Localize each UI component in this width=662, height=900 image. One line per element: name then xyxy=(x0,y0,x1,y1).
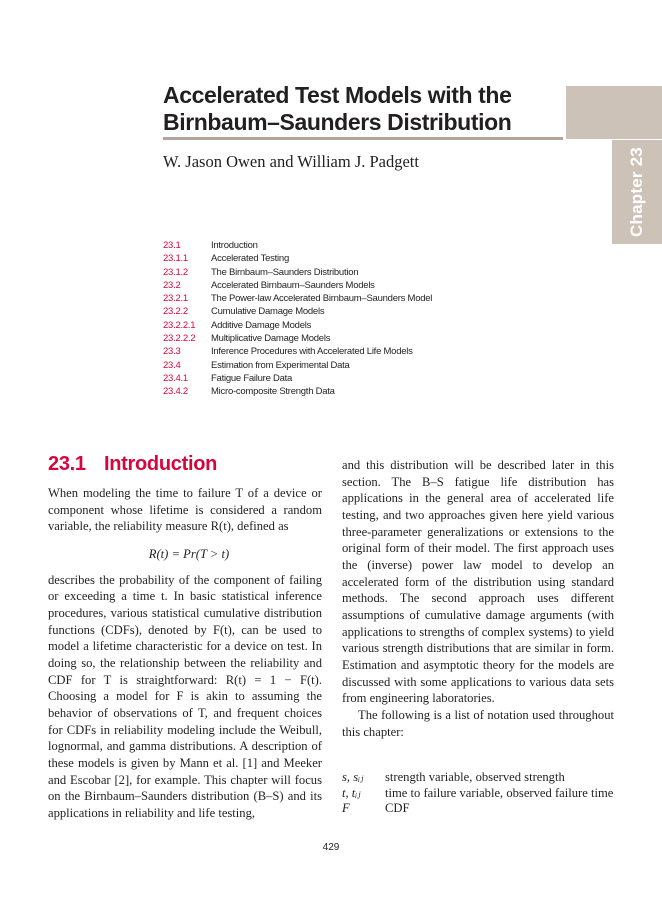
authors: W. Jason Owen and William J. Padgett xyxy=(163,152,419,171)
notation-description: CDF xyxy=(385,801,410,815)
toc-item-number: 23.2.2.1 xyxy=(163,319,196,331)
toc-item-label: The Birnbaum–Saunders Distribution xyxy=(211,266,359,278)
toc-item-number: 23.2.1 xyxy=(163,293,188,305)
toc-item-label: Additive Damage Models xyxy=(211,319,312,331)
section-heading xyxy=(48,453,217,476)
toc-item-label: Accelerated Birnbaum–Saunders Models xyxy=(211,279,375,291)
paragraph-4: The following is a list of notation used throughout this chapter: xyxy=(342,707,614,739)
left-column xyxy=(48,485,322,821)
toc-item-number: 23.4.1 xyxy=(163,372,188,384)
notation-symbol: F xyxy=(342,801,350,815)
toc-item[interactable] xyxy=(163,266,432,279)
toc-item[interactable] xyxy=(163,279,432,292)
toc-item[interactable] xyxy=(163,319,432,332)
toc-item-label: Cumulative Damage Models xyxy=(211,306,325,318)
notation-symbol: t, tᵢⱼ xyxy=(342,785,361,800)
chapter-title xyxy=(163,82,563,136)
notation-list xyxy=(342,770,617,817)
page-number: 429 xyxy=(322,842,340,853)
paragraph-3: and this distribution will be described later in this section. The B–S fatigue life distribution has applications in the general area of accelerated life testing, and two approaches given here yield various three-parameter generalizations or extensions to the original form of their model. The first approach uses the (inverse) power law model to develop an accelerated form of the distribution using standard methods. The second approach uses different assumptions of cumulative damage arguments (with applications to strengths of complex systems) to yield various strength distributions that are similar in form. Estimation and asymptotic theory for the models are discussed with some applications to various data sets from engineering laboratories. xyxy=(342,458,614,706)
toc-item-label: Estimation from Experimental Data xyxy=(211,359,350,371)
toc-item-label: Micro-composite Strength Data xyxy=(211,386,335,398)
toc-item-number: 23.2.2 xyxy=(163,306,188,318)
chapter-tab xyxy=(612,140,662,244)
toc-item-label: Multiplicative Damage Models xyxy=(211,333,331,345)
toc-item-number: 23.4 xyxy=(163,359,181,371)
toc-item[interactable] xyxy=(163,305,432,318)
toc-item-number: 23.4.2 xyxy=(163,386,188,398)
notation-description: strength variable, observed strength xyxy=(385,770,565,784)
section-title: Introduction xyxy=(104,453,218,475)
chapter-title-line-2: Birnbaum–Saunders Distribution xyxy=(163,109,512,135)
chapter-tab-block xyxy=(566,86,662,139)
toc-item[interactable] xyxy=(163,292,432,305)
notation-item xyxy=(342,801,617,817)
paragraph-2: describes the probability of the component of failing or exceeding a time t. In basic statistical inference procedures, various statistical cumulative distribution functions (CDFs), denoted by F(t), can be used to model a lifetime characteristic for a device on test. In doing so, the relationship between the reliability and CDF for T is straightforward: R(t) = 1 − F(t). Choosing a model for F is akin to assuming the behavior of observations of T, and frequent choices for CDFs in reliability modeling include the Weibull, lognormal, and gamma distributions. A description of these models is given by Mann et al. [1] and Meeker and Escobar [2], for example. This chapter will focus on the Birnbaum–Saunders distribution (B–S) and its applications in reliability and life testing, xyxy=(48,572,322,820)
toc-item-number: 23.2.2.2 xyxy=(163,333,196,345)
notation-item xyxy=(342,770,617,786)
paragraph-1: When modeling the time to failure T of a device or component whose lifetime is considered a random variable, the reliability measure R(t), defined as xyxy=(48,486,322,534)
notation-item xyxy=(342,786,617,802)
toc-item[interactable] xyxy=(163,332,432,345)
right-column xyxy=(342,457,614,740)
toc-item[interactable] xyxy=(163,359,432,372)
toc-item[interactable] xyxy=(163,372,432,385)
toc-item-number: 23.1.2 xyxy=(163,266,188,278)
title-rule xyxy=(163,137,563,140)
toc-item[interactable] xyxy=(163,252,432,265)
toc-item-number: 23.3 xyxy=(163,346,181,358)
chapter-title-line-1: Accelerated Test Models with the xyxy=(163,82,512,108)
notation-description: time to failure variable, observed failure time xyxy=(385,785,614,800)
section-number: 23.1 xyxy=(48,453,86,475)
toc-item-number: 23.1.1 xyxy=(163,253,188,265)
chapter-tab-label: Chapter 23 xyxy=(627,147,646,237)
toc-item-number: 23.1 xyxy=(163,240,181,251)
toc-item-label: Fatigue Failure Data xyxy=(211,372,293,384)
toc-item[interactable] xyxy=(163,239,432,252)
toc-item-label: Introduction xyxy=(211,240,258,251)
toc-item-label: Accelerated Testing xyxy=(211,253,289,265)
toc-item[interactable] xyxy=(163,385,432,398)
toc-item[interactable] xyxy=(163,345,432,358)
table-of-contents xyxy=(163,239,432,399)
toc-item-label: The Power-law Accelerated Birnbaum–Saunders Model xyxy=(211,293,433,305)
toc-item-label: Inference Procedures with Accelerated Life Models xyxy=(211,346,413,358)
equation: R(t) = Pr(T > t) xyxy=(148,546,230,561)
notation-symbol: s, sᵢⱼ xyxy=(342,770,364,784)
toc-item-number: 23.2 xyxy=(163,279,181,291)
